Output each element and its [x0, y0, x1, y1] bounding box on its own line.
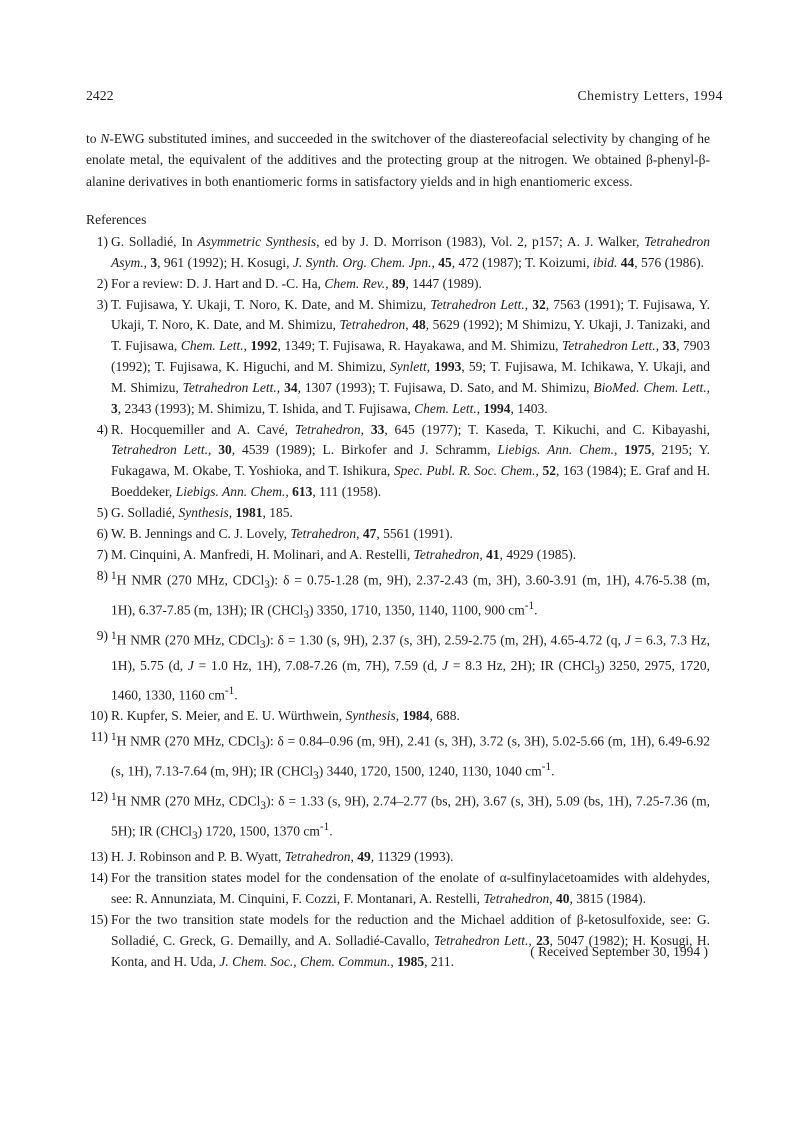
- reference-5: 5 ) G. Solladié, Synthesis, 1981, 185.: [86, 503, 710, 524]
- reference-13: 13 ) H. J. Robinson and P. B. Wyatt, Tetrahedron, 49, 11329 (1993).: [86, 847, 710, 868]
- reference-2: 2 ) For a review: D. J. Hart and D. -C. Ha, Chem. Rev., 89, 1447 (1989).: [86, 274, 710, 295]
- reference-6: 6 ) W. B. Jennings and C. J. Lovely, Tetrahedron, 47, 5561 (1991).: [86, 524, 710, 545]
- reference-10: 10 ) R. Kupfer, S. Meier, and E. U. Würthwein, Synthesis, 1984, 688.: [86, 706, 710, 727]
- references-heading: References: [86, 212, 147, 227]
- reference-11: 11 ) $^1$H NMR (270 MHz, CDCl$_3$): δ = 0.84–0.96 (m, 9H), 2.41 (s, 3H), 3.72 (s, 3H), 5.02-5.66 (m, 1H), 6.49-6.92 (s, 1H), 7.13-7.64 (m, 9H); IR (CHCl$_3$) 3440, 1720, 1500, 1240, 1130, 1040 $cm^{-1}$.: [86, 727, 710, 787]
- intro-paragraph: to N-EWG substituted imines, and succeeded in the switchover of the diastereofacial selectivity by changing of he enolate metal, the equivalent of the additives and the protecting group at the nitrogen. We obtained β-phenyl-β-alanine derivatives in both enantiomeric forms in satisfactory yields and in high enantiomeric excess.: [86, 131, 710, 189]
- received-date: ( Received September 30, 1994 ): [530, 944, 708, 959]
- reference-14: 14 ) For the transition states model for the condensation of the enolate of α-sulfinylacetoamides with aldehydes, see: R. Annunziata, M. Cinquini, F. Cozzi, F. Montanari, A. Restelli, Tetrahedron, 40, 3815 (1984).: [86, 868, 710, 910]
- reference-3: 3 ) T. Fujisawa, Y. Ukaji, T. Noro, K. Date, and M. Shimizu, Tetrahedron Lett., 32, 7563 (1991); T. Fujisawa, Y. Ukaji, T. Noro, K. Date, and M. Shimizu, Tetrahedron, 48, 5629 (1992); M Shimizu, Y. Ukaji, J. Tanizaki, and T. Fujisawa, Chem. Lett., 1992, 1349; T. Fujisawa, R. Hayakawa, and M. Shimizu, Tetrahedron Lett., 33, 7903 (1992); T. Fujisawa, K. Higuchi, and M. Shimizu, Synlett, 1993, 59; T. Fujisawa, M. Ichikawa, Y. Ukaji, and M. Shimizu, Tetrahedron Lett., 34, 1307 (1993); T. Fujisawa, D. Sato, and M. Shimizu, BioMed. Chem. Lett., 3, 2343 (1993); M. Shimizu, T. Ishida, and T. Fujisawa, Chem. Lett., 1994, 1403.: [86, 295, 710, 420]
- reference-15: 15 ) For the two transition state models for the reduction and the Michael addition of β-ketosulfoxide, see: G. Solladié, C. Greck, G. Demailly, and A. Solladié-Cavallo, Tetrahedron Lett., 23, 5047 (1982); H. Kosugi, H. Konta, and H. Uda, J. Chem. Soc., Chem. Commun., 1985, 211.: [86, 910, 710, 973]
- reference-8: 8 ) $^1$H NMR (270 MHz, CDCl$_3$): δ = 0.75-1.28 (m, 9H), 2.37-2.43 (m, 3H), 3.60-3.91 (m, 1H), 4.76-5.38 (m, 1H), 6.37-7.85 (m, 13H); IR (CHCl$_3$) 3350, 1710, 1350, 1140, 1100, 900 $cm^{-1}$.: [86, 566, 710, 626]
- page-number: 2422: [86, 88, 114, 103]
- reference-7: 7 ) M. Cinquini, A. Manfredi, H. Molinari, and A. Restelli, Tetrahedron, 41, 4929 (1985).: [86, 545, 710, 566]
- reference-1: 1 ) G. Solladié, In Asymmetric Synthesis, ed by J. D. Morrison (1983), Vol. 2, p157; A. J. Walker, Tetrahedron Asym., 3, 961 (1992); H. Kosugi, J. Synth. Org. Chem. Jpn., 45, 472 (1987); T. Koizumi, ibid. 44, 576 (1986).: [86, 232, 710, 274]
- reference-4: 4 ) R. Hocquemiller and A. Cavé, Tetrahedron, 33, 645 (1977); T. Kaseda, T. Kikuchi, and C. Kibayashi, Tetrahedron Lett., 30, 4539 (1989); L. Birkofer and J. Schramm, Liebigs. Ann. Chem., 1975, 2195; Y. Fukagawa, M. Okabe, T. Yoshioka, and T. Ishikura, Spec. Publ. R. Soc. Chem., 52, 163 (1984); E. Graf and H. Boeddeker, Liebigs. Ann. Chem., 613, 111 (1958).: [86, 420, 710, 503]
- reference-9: 9 ) $^1$H NMR (270 MHz, CDCl$_3$): δ = 1.30 (s, 9H), 2.37 (s, 3H), 2.59-2.75 (m, 2H), 4.65-4.72 (q, J = 6.3, 7.3 Hz, 1H), 5.75 (d, J = 1.0 Hz, 1H), 7.08-7.26 (m, 7H), 7.59 (d, J = 8.3 Hz, 2H); IR (CHCl$_3$) 3250, 2975, 1720, 1460, 1330, 1160 $cm^{-1}$.: [86, 626, 710, 707]
- journal-header: Chemistry Letters, 1994: [577, 88, 723, 103]
- reference-list: [86, 232, 710, 973]
- reference-12: 12 ) $^1$H NMR (270 MHz, CDCl$_3$): δ = 1.33 (s, 9H), 2.74–2.77 (bs, 2H), 3.67 (s, 3H), 5.09 (bs, 1H), 7.25-7.36 (m, 5H); IR (CHCl$_3$) 1720, 1500, 1370 $cm^{-1}$.: [86, 787, 710, 847]
